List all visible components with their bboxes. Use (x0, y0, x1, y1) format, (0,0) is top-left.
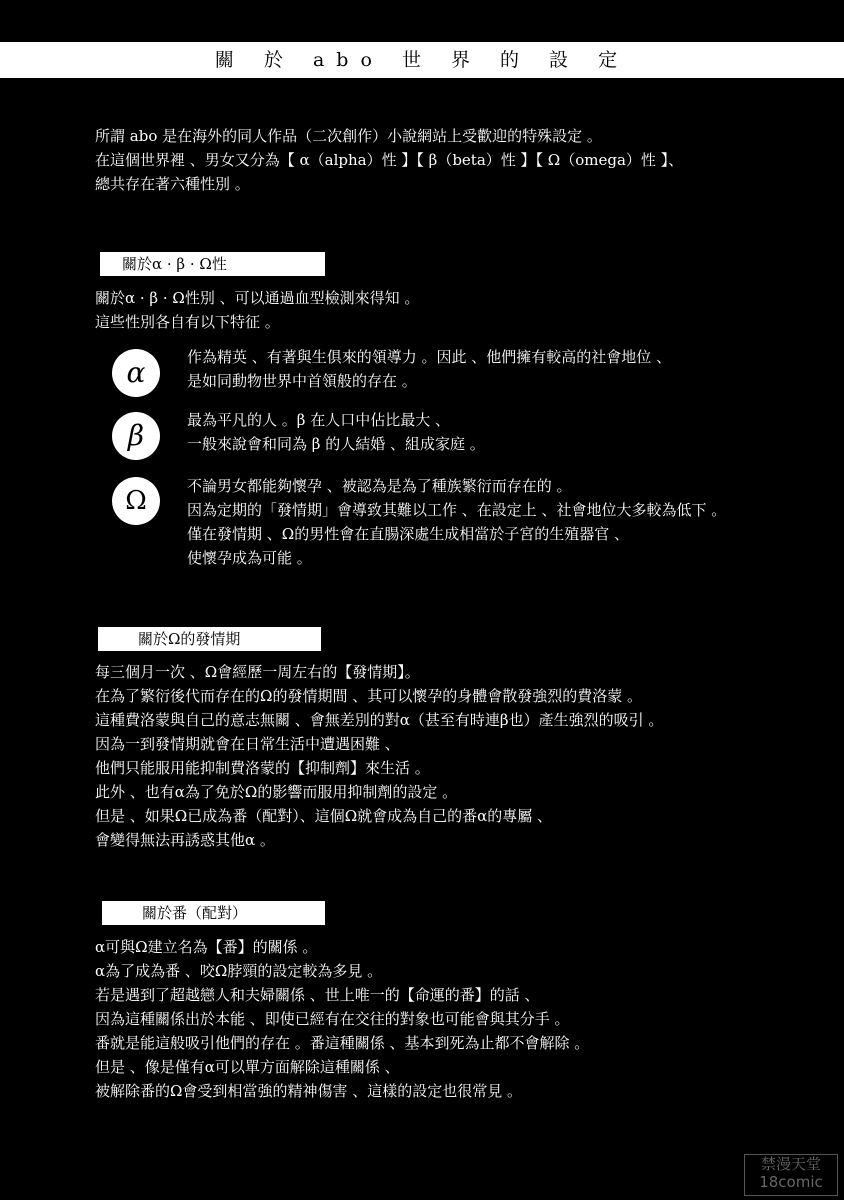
omega-description-line: 不論男女都能夠懷孕 、被認為是為了種族繁衍而存在的 。 (187, 477, 572, 495)
section3-line: 被解除番的Ω會受到相當強的精神傷害 、這樣的設定也很常見 。 (95, 1082, 522, 1100)
section1-line: 這些性別各自有以下特征 。 (95, 313, 280, 331)
watermark-line: 18comic (759, 1173, 823, 1191)
beta-icon: β (112, 412, 160, 460)
section2-line: 但是 、如果Ω已成為番（配對）、這個Ω就會成為自己的番α的專屬 、 (95, 807, 553, 825)
omega-description-line: 僅在發情期 、Ω的男性會在直腸深處生成相當於子宮的生殖器官 、 (187, 525, 629, 543)
omega-icon: Ω (112, 477, 160, 525)
section3-line: 若是遇到了超越戀人和夫婦關係 、世上唯一的【命運的番】的話 、 (95, 986, 540, 1004)
page-title: 關 於 abo 世 界 的 設 定 (0, 42, 844, 78)
section2-line: 這種費洛蒙與自己的意志無關 、會無差別的對α（甚至有時連β也）產生強烈的吸引 。 (95, 711, 664, 729)
intro-line: 在這個世界裡 、男女又分為【 α（alpha）性 】【 β（beta）性 】【 Ω（omega）性 】、 (95, 151, 684, 169)
alpha-description-line: 作為精英 、有著與生俱來的領導力 。因此 、他們擁有較高的社會地位 、 (187, 348, 672, 366)
omega-description-line: 使懷孕成為可能 。 (187, 549, 312, 567)
section3-line: 但是 、像是僅有α可以單方面解除這種關係 、 (95, 1058, 400, 1076)
section2-line: 會變得無法再誘惑其他α 。 (95, 831, 275, 849)
section3-line: 番就是能這般吸引他們的存在 。番這種關係 、基本到死為止都不會解除 。 (95, 1034, 590, 1052)
watermark-line: 禁漫天堂 (760, 1155, 821, 1173)
intro-line: 所謂 abo 是在海外的同人作品（二次創作）小說網站上受歡迎的特殊設定 。 (95, 127, 602, 145)
intro-line: 總共存在著六種性別 。 (95, 175, 250, 193)
beta-description-line: 一般來說會和同為 β 的人結婚 、組成家庭 。 (187, 435, 485, 453)
section2-line: 因為一到發情期就會在日常生活中遭遇困難 、 (95, 735, 400, 753)
section-heading-pair: 關於番（配對） (102, 901, 325, 925)
section-heading-heat: 關於Ω的發情期 (98, 627, 321, 651)
section2-line: 此外 、也有α為了免於Ω的影響而服用抑制劑的設定 。 (95, 783, 458, 801)
section1-line: 關於α · β · Ω性別 、可以通過血型檢測來得知 。 (95, 289, 420, 307)
section-heading-genders: 關於α · β · Ω性 (100, 252, 325, 276)
section3-line: α為了成為番 、咬Ω脖頸的設定較為多見 。 (95, 962, 383, 980)
section3-line: 因為這種關係出於本能 、即使已經有在交往的對象也可能會與其分手 。 (95, 1010, 570, 1028)
section2-line: 在為了繁衍後代而存在的Ω的發情期間 、其可以懷孕的身體會散發強烈的費洛蒙 。 (95, 687, 642, 705)
beta-description-line: 最為平凡的人 。β 在人口中佔比最大 、 (187, 411, 450, 429)
watermark-logo (744, 1154, 838, 1196)
section2-line: 每三個月一次 、Ω會經歷一周左右的【發情期】。 (95, 663, 420, 681)
section3-line: α可與Ω建立名為【番】的關係 。 (95, 938, 318, 956)
alpha-icon: α (112, 349, 160, 397)
omega-description-line: 因為定期的「發情期」會導致其難以工作 、在設定上 、社會地位大多較為低下 。 (187, 501, 727, 519)
alpha-description-line: 是如同動物世界中首領般的存在 。 (187, 372, 417, 390)
section2-line: 他們只能服用能抑制費洛蒙的【抑制劑】來生活 。 (95, 759, 430, 777)
